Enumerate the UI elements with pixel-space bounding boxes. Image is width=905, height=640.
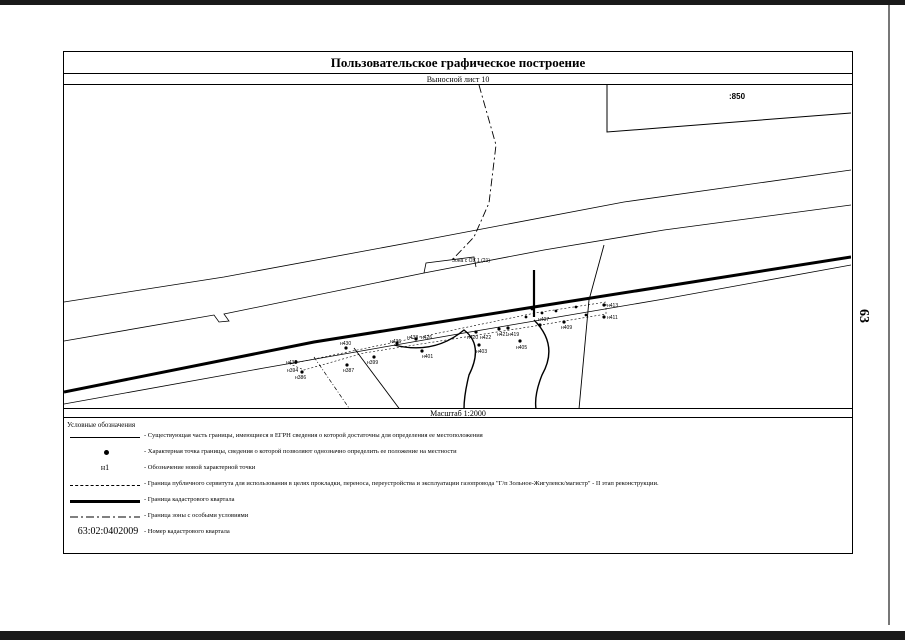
legend-item-existing-boundary [64, 429, 852, 445]
point-n386 [300, 370, 303, 373]
label-n438: н438 [407, 335, 419, 341]
parcel-line-3 [579, 245, 604, 409]
legend-item-text: - Номер кадастрового квартала [144, 528, 230, 535]
legend-title: Условные обозначения [67, 421, 136, 429]
legend-item-quarter-boundary [64, 493, 852, 509]
stream [394, 330, 475, 409]
label-n407: н407 [538, 317, 550, 323]
legend-item-text: - Граница зоны с особыми условиями [144, 512, 249, 519]
label-n411: н411 [607, 315, 618, 321]
legend-item-text: - Характерная точка границы, сведения о которой позволяют однозначно определить ее положение на местности [144, 448, 457, 455]
drawing-frame [63, 51, 853, 554]
label-n403: н403 [476, 349, 488, 355]
road-edge-upper [64, 170, 851, 302]
sheet-label: Выносной лист 10 [64, 74, 852, 85]
scan-bottom-edge [0, 631, 905, 640]
point-n420 [474, 330, 477, 333]
label-n419: н419 [508, 332, 520, 338]
new-point-label: н1 [100, 463, 110, 472]
label-n413: н413 [607, 303, 619, 309]
label-n401: н401 [422, 354, 434, 360]
scale-label: Масштаб 1:2000 [64, 408, 852, 418]
label-n426: н426 [421, 335, 433, 341]
point-b [531, 308, 534, 311]
thin-line-symbol [68, 429, 142, 445]
point-f [585, 314, 588, 317]
point-n407 [538, 323, 541, 326]
parcel-line-2 [354, 348, 404, 409]
page-number: 63 [856, 309, 871, 323]
point-n405 [518, 339, 521, 342]
point-n421 [497, 327, 500, 330]
legend-item-new-point [64, 461, 852, 477]
legend-item-characteristic-point [64, 445, 852, 461]
legend-item-text: - Существующая часть границы, имеющиеся в ЕГРН сведения о которой достаточны для определения ее местоположения [144, 432, 483, 439]
label-n394: н394 [287, 368, 299, 374]
legend-item-text: - Граница публичного сервитута для использования в целях прокладки, переноса, переустройства и эксплуатации газопровода "Г/п Зольное-Жигулевск/магистр" - II этап реконструкции. [144, 480, 659, 487]
point-a [525, 316, 528, 319]
label-n436: н436 [390, 339, 402, 345]
label-n420: н420 [467, 335, 479, 341]
point-n387 [345, 363, 348, 366]
legend-item-quarter-number [64, 525, 852, 541]
label-n387: н387 [343, 368, 355, 374]
label-n421: н421 [497, 332, 509, 338]
legend-item-servitude [64, 477, 852, 493]
point-n419 [506, 326, 509, 329]
scan-right-edge [888, 5, 890, 625]
label-n405: н405 [516, 345, 528, 351]
label-n409: н409 [561, 325, 573, 331]
label-n435: н435 [286, 360, 298, 366]
dot-symbol [68, 445, 142, 461]
point-n413 [602, 303, 605, 306]
thick-line-symbol [68, 493, 142, 509]
point-c [541, 312, 544, 315]
legend-item-text: - Граница кадастрового квартала [144, 496, 235, 503]
new-point-symbol [68, 461, 142, 477]
quarter-boundary [64, 257, 851, 392]
dashed-line-symbol [68, 477, 142, 493]
stream-2 [534, 320, 549, 409]
scan-top-edge [0, 0, 905, 5]
label-n399: н399 [367, 360, 379, 366]
cadastral-map [64, 85, 851, 409]
parcel-850-label: :850 [729, 92, 746, 101]
label-n386: н386 [295, 375, 307, 381]
point-n401 [420, 349, 423, 352]
point-n403 [477, 343, 480, 346]
point-n411 [602, 315, 605, 318]
point-d [555, 310, 558, 313]
legend-item-text: - Обозначение новой характерной точки [144, 464, 256, 471]
point-n399 [372, 355, 375, 358]
point-labels [286, 303, 618, 381]
legend [64, 418, 852, 552]
dashdot-line-symbol [68, 509, 142, 525]
label-n430: н430 [340, 341, 352, 347]
drawing-title: Пользовательское графическое построение [64, 52, 852, 74]
parcel-line-1 [314, 357, 364, 409]
zone-label: Зона с ОУ 1 (21) [452, 258, 491, 264]
quarter-number-label: 63:02:0402009 [77, 526, 139, 537]
label-n422: н422 [480, 335, 492, 341]
point-e [575, 306, 578, 309]
quarter-number-symbol [68, 525, 142, 541]
point-n409 [562, 320, 565, 323]
legend-item-zone-boundary [64, 509, 852, 525]
